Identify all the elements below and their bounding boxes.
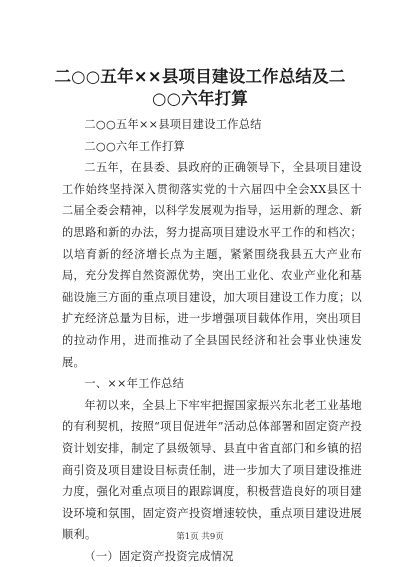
subsection-heading: （一）固定资产投资完成情况 xyxy=(84,549,234,563)
paragraph-subtitle-plan: 二○○六年工作打算 xyxy=(84,139,185,153)
document-title: 二○○五年××县项目建设工作总结及二○○六年打算 xyxy=(54,67,346,108)
document-body xyxy=(62,114,362,567)
section-heading: 一、××年工作总结 xyxy=(84,377,185,391)
paragraph-subtitle-summary: 二○○五年××县项目建设工作总结 xyxy=(84,118,262,131)
paragraph-section-body: 年初以来，全县上下牢牢把握国家振兴东北老工业基地的有利契机，按照“项目促进年”活动总体部署和固定资产投资计划安排，制定了县级领导、县直中省直部门和乡镇的招商引资及项目建设目标责任制，进一步加大了项目建设推进力度，强化对重点项目的跟踪调度，积极营造良好的项目建设环境和氛围，固定资产投资增速较快，重点项目建设进展顺利。 xyxy=(62,398,362,542)
page-number-footer: 第1页 共9页 xyxy=(176,532,224,542)
paragraph-intro: 二五年，在县委、县政府的正确领导下，全县项目建设工作始终坚持深入贯彻落实党的十六届四中全会XX县区十二届全委会精神，以科学发展观为指导，运用新的理念、新的思路和新的办法，努力提高项目建设水平工作的和档次；以培育新的经济增长点为主题，紧紧围绕我县五大产业布局，充分发挥自然资源优势，突出工业化、农业产业化和基础设施三方面的重点项目建设，加大项目建设工作力度；以扩充经济总量为目标，进一步增强项目载体作用，突出项目的拉动作用，进而推动了全县国民经济和社会事业快速发展。 xyxy=(62,161,362,369)
